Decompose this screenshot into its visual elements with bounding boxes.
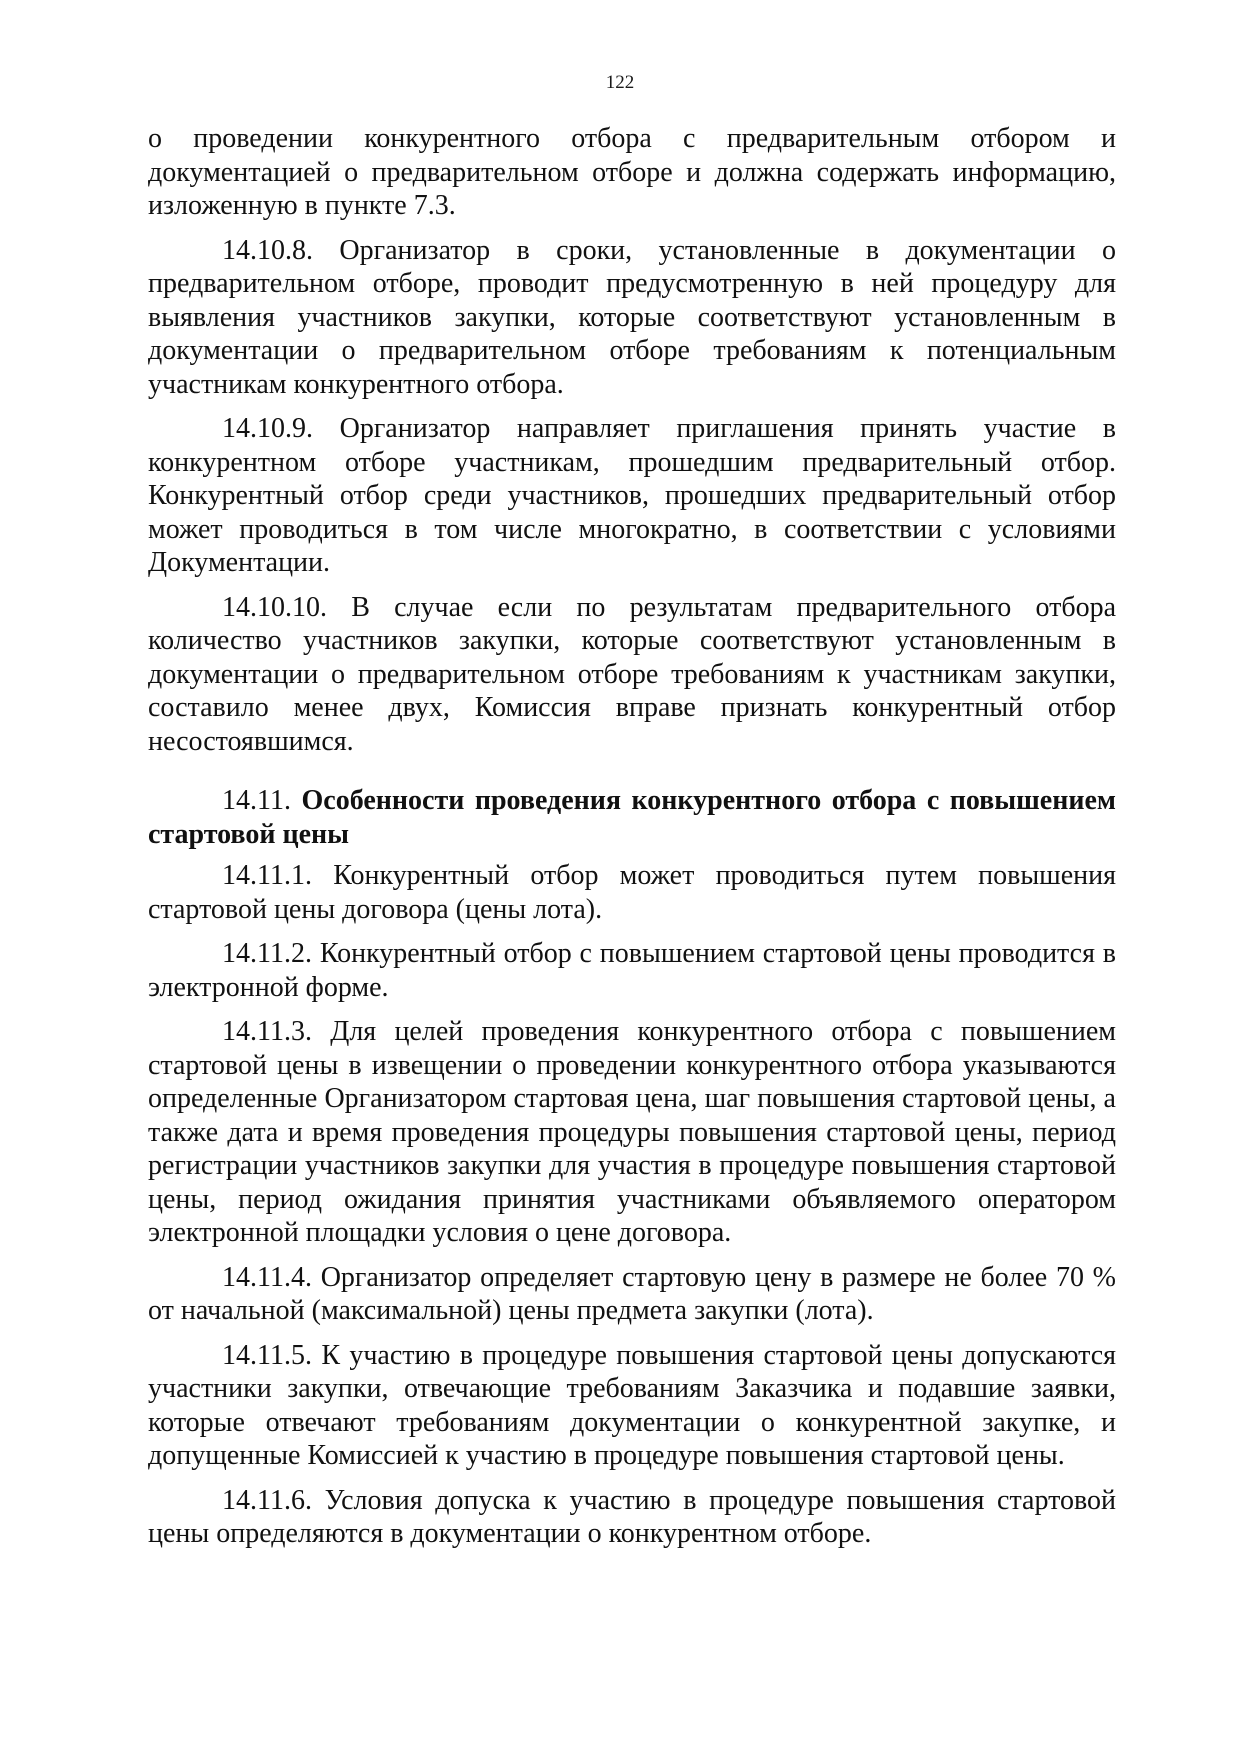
paragraph-text: В случае если по результатам предварительного отбора количество участников закупки, которые соответствуют установленным в документации о предварительном отборе требованиям к участникам закупки, составило менее двух, Комиссия вправе признать конкурентный отбор несостоявшимся. — [148, 591, 1116, 757]
section-heading-14-11 — [148, 784, 1116, 851]
clause-number: 14.10.10. — [222, 591, 327, 623]
paragraph-14-11-4 — [148, 1261, 1116, 1328]
paragraph-text: о проведении конкурентного отбора с предварительным отбором и документацией о предварительном отборе и должна содержать информацию, изложенную в пункте 7.3. — [148, 123, 1116, 221]
paragraph-14-11-6 — [148, 1484, 1116, 1551]
section-number: 14.11. — [222, 785, 291, 816]
paragraph-text: Для целей проведения конкурентного отбора с повышением стартовой цены в извещении о проведении конкурентного отбора указываются определенные Организатором стартовая цена, шаг повышения стартовой цены, а также дата и время проведения процедуры повышения стартовой цены, период регистрации участников закупки для участия в процедуре повышения стартовой цены, период ожидания принятия участниками объявляемого оператором электронной площадки условия о цене договора. — [148, 1016, 1116, 1248]
page-number: 122 — [605, 72, 635, 93]
paragraph-14-10-8 — [148, 234, 1116, 402]
paragraph-14-11-3 — [148, 1015, 1116, 1250]
clause-number: 14.11.1. — [222, 860, 312, 891]
paragraph-text: К участию в процедуре повышения стартовой цены допускаются участники закупки, отвечающие требованиям Заказчика и подавшие заявки, которые отвечают требованиям документации о конкурентной закупке, и допущенные Комиссией к участию в процедуре повышения стартовой цены. — [148, 1339, 1117, 1471]
clause-number: 14.10.9. — [222, 413, 313, 444]
paragraph-text: Организатор определяет стартовую цену в размере не более 70 % от начальной (максимальной) цены предмета закупки (лота). — [148, 1261, 1117, 1326]
clause-number: 14.11.4. — [222, 1261, 312, 1293]
paragraph-14-11-5 — [148, 1339, 1116, 1473]
paragraph-continuation — [148, 122, 1116, 223]
clause-number: 14.11.6. — [222, 1484, 312, 1516]
paragraph-14-10-10 — [148, 591, 1116, 759]
document-body — [148, 122, 1116, 1562]
paragraph-text: Организатор направляет приглашения принять участие в конкурентном отборе участникам, прошедшим предварительный отбор. Конкурентный отбор среди участников, прошедших предварительный отбор может проводиться в том числе многократно, в соответствии с условиями Документации. — [148, 413, 1117, 578]
paragraph-14-11-1 — [148, 859, 1116, 926]
paragraph-14-11-2 — [148, 937, 1116, 1004]
paragraph-text: Конкурентный отбор может проводиться путем повышения стартовой цены договора (цены лота). — [148, 860, 1116, 925]
clause-number: 14.11.3. — [222, 1016, 312, 1047]
paragraph-text: Условия допуска к участию в процедуре повышения стартовой цены определяются в документации о конкурентном отборе. — [148, 1484, 1116, 1549]
paragraph-text: Организатор в сроки, установленные в документации о предварительном отборе, проводит предусмотренную в ней процедуру для выявления участников закупки, которые соответствуют установленным в документации о предварительном отборе требованиям к потенциальным участникам конкурентного отбора. — [148, 234, 1117, 400]
clause-number: 14.10.8. — [222, 234, 313, 266]
paragraph-14-10-9 — [148, 412, 1116, 580]
paragraph-text: Конкурентный отбор с повышением стартовой цены проводится в электронной форме. — [148, 938, 1117, 1003]
clause-number: 14.11.2. — [222, 938, 312, 969]
clause-number: 14.11.5. — [222, 1339, 312, 1371]
section-title: Особенности проведения конкурентного отбора с повышением стартовой цены — [148, 785, 1116, 850]
